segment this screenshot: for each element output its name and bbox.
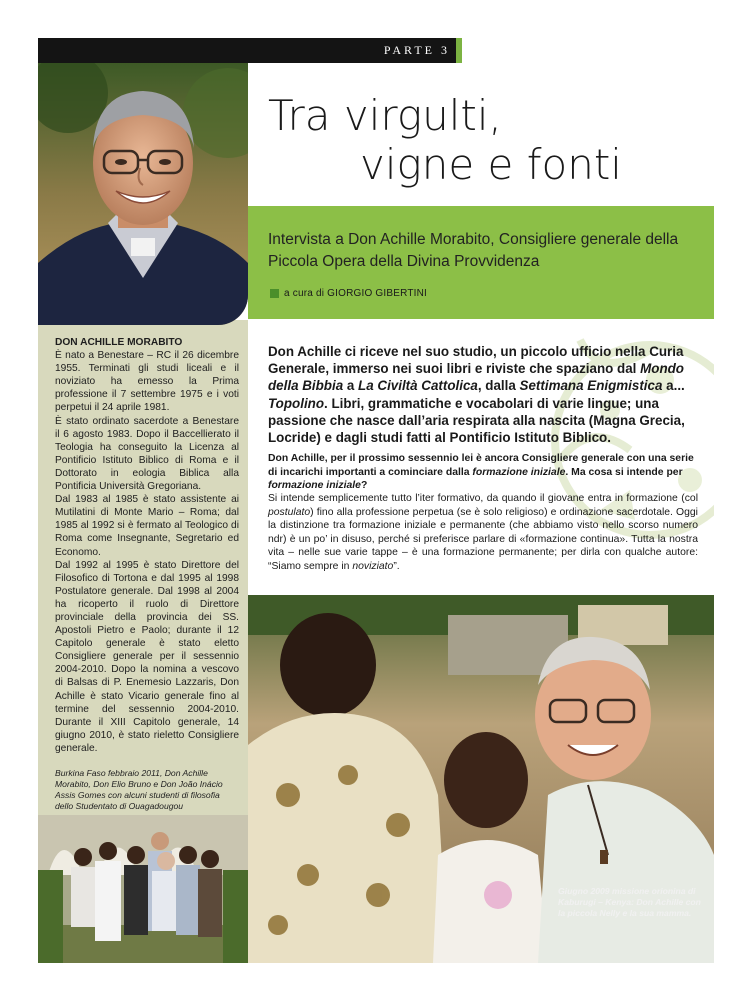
interview-question xyxy=(268,452,698,493)
section-label: PARTE 3 xyxy=(383,43,450,57)
header-accent xyxy=(456,38,462,63)
answer-emphasis: noviziato xyxy=(352,560,394,572)
article-title xyxy=(268,92,708,190)
article-subtitle: Intervista a Don Achille Morabito, Consigliere generale della Piccola Opera della Divina Provvidenza xyxy=(268,231,679,270)
question-emphasis: formazione iniziale xyxy=(472,466,566,478)
bio-paragraph: È nato a Benestare – RC il 26 dicembre 1955. Terminati gli studi liceali e il noviziato ha emesso la Prima professione il 7 settembre 1975 e i voti perpetui il 24 aprile 1981. xyxy=(55,350,239,414)
lead-title-ref: Mondo della Bibbia xyxy=(268,361,684,394)
lead-text: , dalla xyxy=(477,378,520,394)
group-photo xyxy=(38,815,248,963)
question-emphasis: formazione iniziale xyxy=(268,480,361,491)
lead-text: a xyxy=(343,378,359,394)
question-text: . Ma cosa si intende per xyxy=(565,466,683,478)
answer-text: Si intende semplicemente tutto l’iter formativo, da quando il giovane entra in formazione (col xyxy=(268,493,698,504)
bio-paragraph: È stato ordinato sacerdote a Benestare il 6 agosto 1983. Dopo il Baccellierato il Teologia ha conseguito la Licenza al Pontificio Istituto Biblico di Roma e il Dottorato in eologia Biblica alla Pontificia Università Gregoriana. xyxy=(55,415,239,493)
portrait-photo xyxy=(38,63,248,325)
question-text: Don Achille, per il prossimo sessennio lei è ancora Consigliere generale con una serie di incarichi importanti a cominciare dalla xyxy=(268,453,694,478)
byline-marker xyxy=(270,289,279,298)
question-text: ? xyxy=(360,480,368,491)
lead-text: a... xyxy=(662,378,685,394)
lead-text: Don Achille ci riceve nel suo studio, un piccolo ufficio nella Curia Generale, immerso nei suoi libri e riviste che spaziano dal xyxy=(268,344,684,377)
title-line-2: vigne e fonti xyxy=(360,140,622,189)
answer-emphasis: postulato xyxy=(268,506,311,518)
answer-text: ”. xyxy=(393,560,400,572)
article-byline: a cura di GIORGIO GIBERTINI xyxy=(284,288,428,299)
main-photo-caption: Giugno 2009 missione orionina di Kaburugi – Kenya: Don Achille con la piccola Nelly e la sua mamma. xyxy=(558,886,701,918)
bio-paragraph: Dal 1983 al 1985 è stato assistente ai Mutilatini di Monte Mario – Roma; dal 1985 al 1992 si è fermato al Teologico di Roma come Insegnante, Segretario ed Economo. xyxy=(55,494,239,558)
lead-title-ref: Settimana Enigmistica xyxy=(519,378,663,394)
bio-paragraph: Dal 1992 al 1995 è stato Direttore del Filosofico di Tortona e dal 1995 al 1998 Postulatore generale. Dal 1998 al 2004 ha ricoperto il ruolo di Direttore provinciale della provincia dei SS. Apostoli Pietro e Paolo; durante il 12 Capitolo generale è stato eletto Consigliere generale per il sessennio 2004-2010. Dopo la nomina a vescovo di Balsas di P. Enemesio Lazzaris, Don Achille è stato Vicario generale fino al termine del sessennio 2004-2010. Durante il XIII Capitolo generale, 14 giugno 2010, è stato rieletto Consigliere generale. xyxy=(55,559,239,754)
group-photo-caption: Burkina Faso febbraio 2011, Don Achille Morabito, Don Elio Bruno e Don João Inácio Assis Gomes con alcuni studenti di filosofia dello Studentato di Ouagadougou xyxy=(55,768,223,811)
lead-title-ref: Topolino xyxy=(268,395,325,411)
title-line-1: Tra virgulti, xyxy=(268,91,502,140)
bio-name: DON ACHILLE MORABITO xyxy=(55,337,183,348)
answer-text: ) fino alla professione perpetua (se è solo religioso) e ordinazione sacerdotale. Oggi la distinzione tra formazione iniziale e permanente (che abbiamo visto nello scorso numero ndr) è un po’ in disuso, perché si preferisce parlare di «formazione continua». Tutta la nostra vita – nelle sue varie tappe – è una formazione permanente; per dirla con qualche autore: “Siamo sempre in xyxy=(268,506,698,572)
lead-title-ref: La Civiltà Cattolica xyxy=(358,378,478,394)
lead-text: . Libri, grammatiche e vocabolari di varie lingue; una passione che nasce dall’aria respirata alla nascita (Magna Grecia, Locride) e dagli studi fatti al Pontificio Istituto Biblico. xyxy=(268,395,685,446)
bio-text xyxy=(55,336,239,755)
interview-answer xyxy=(268,492,698,574)
lead-paragraph xyxy=(268,343,698,446)
